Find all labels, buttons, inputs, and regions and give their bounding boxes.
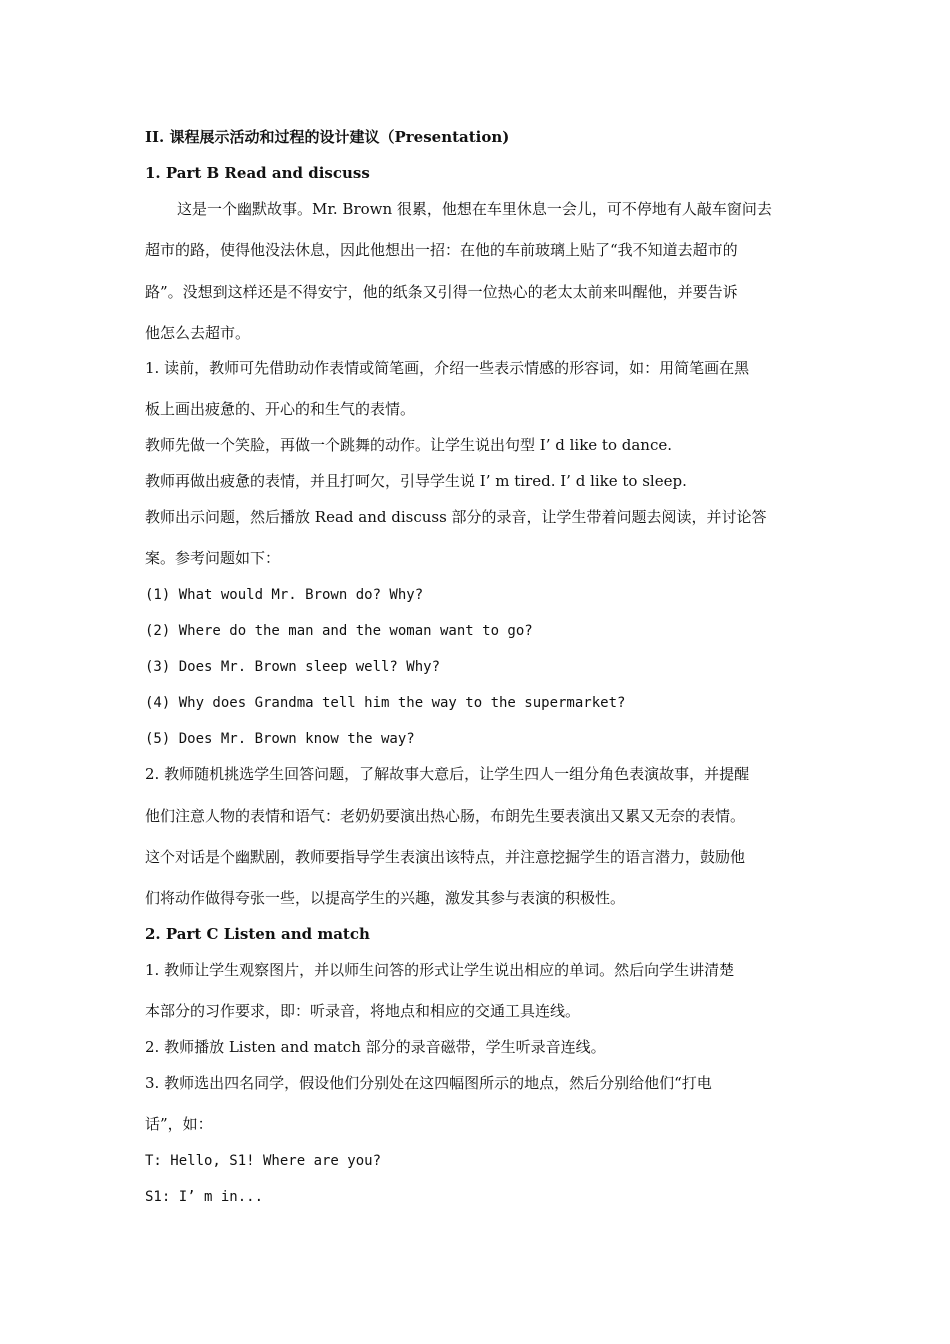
- question-item: (5) Does Mr. Brown know the way?: [145, 731, 415, 747]
- step-1-line: 案。参考问题如下：: [145, 549, 281, 567]
- part-c-line: 3. 教师选出四名同学，假设他们分别处在这四幅图所示的地点，然后分别给他们“打电: [145, 1074, 712, 1092]
- part-c-line: 话”，如：: [145, 1115, 213, 1133]
- part-c-line: 本部分的习作要求，即：听录音，将地点和相应的交通工具连线。: [145, 1002, 581, 1020]
- question-item: (4) Why does Grandma tell him the way to the supermarket?: [145, 695, 626, 711]
- part-c-heading: 2. Part C Listen and match: [145, 925, 370, 943]
- dialogue-line: S1: I’ m in...: [145, 1189, 264, 1205]
- question-item: (3) Does Mr. Brown sleep well? Why?: [145, 659, 441, 675]
- step-2-line: 2. 教师随机挑选学生回答问题，了解故事大意后，让学生四人一组分角色表演故事，并提醒: [145, 765, 750, 783]
- question-item: (2) Where do the man and the woman want to go?: [145, 623, 533, 639]
- section-heading: II. 课程展示活动和过程的设计建议（Presentation): [145, 128, 510, 146]
- dialogue-line: T: Hello, S1! Where are you?: [145, 1153, 382, 1169]
- step-1-line: 教师出示问题，然后播放 Read and discuss 部分的录音，让学生带着问题去阅读，并讨论答: [145, 508, 767, 526]
- intro-paragraph-line: 他怎么去超市。: [145, 324, 251, 342]
- intro-paragraph-line: 这是一个幽默故事。Mr. Brown 很累，他想在车里休息一会儿，可不停地有人敲车窗问去: [177, 200, 772, 218]
- step-1-line: 教师先做一个笑脸，再做一个跳舞的动作。让学生说出句型 I’ d like to dance.: [145, 436, 673, 454]
- part-c-line: 2. 教师播放 Listen and match 部分的录音磁带，学生听录音连线。: [145, 1038, 606, 1056]
- step-2-line: 他们注意人物的表情和语气：老奶奶要演出热心肠，布朗先生要表演出又累又无奈的表情。: [145, 807, 746, 825]
- part-b-heading: 1. Part B Read and discuss: [145, 164, 370, 182]
- intro-paragraph-line: 路”。没想到这样还是不得安宁，他的纸条又引得一位热心的老太太前来叫醒他，并要告诉: [145, 283, 738, 301]
- step-2-line: 们将动作做得夸张一些，以提高学生的兴趣，激发其参与表演的积极性。: [145, 889, 626, 907]
- step-1-line: 板上画出疲惫的、开心的和生气的表情。: [145, 400, 416, 418]
- step-1-line: 1. 读前，教师可先借助动作表情或简笔画，介绍一些表示情感的形容词，如：用简笔画在黑: [145, 359, 750, 377]
- step-1-line: 教师再做出疲惫的表情，并且打呵欠，引导学生说 I’ m tired. I’ d like to sleep.: [145, 472, 687, 490]
- intro-paragraph-line: 超市的路，使得他没法休息，因此他想出一招：在他的车前玻璃上贴了“我不知道去超市的: [145, 241, 738, 259]
- question-item: (1) What would Mr. Brown do? Why?: [145, 587, 424, 603]
- step-2-line: 这个对话是个幽默剧，教师要指导学生表演出该特点，并注意挖掘学生的语言潜力，鼓励他: [145, 848, 746, 866]
- part-c-line: 1. 教师让学生观察图片，并以师生问答的形式让学生说出相应的单词。然后向学生讲清楚: [145, 961, 735, 979]
